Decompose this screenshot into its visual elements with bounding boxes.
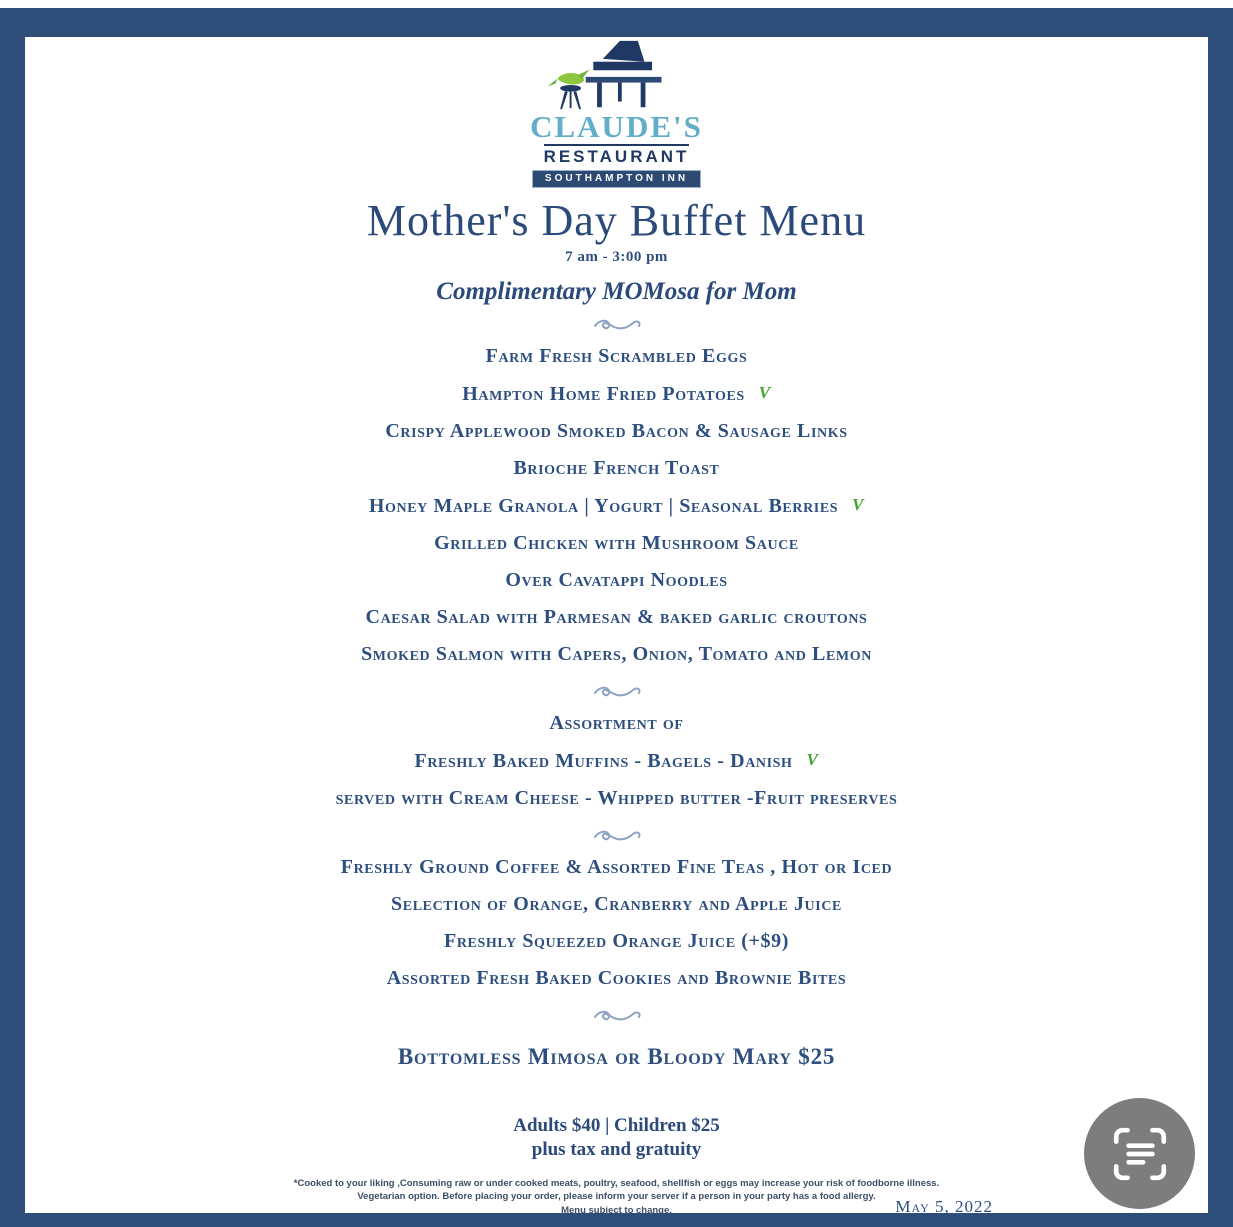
menu-item: Farm Fresh Scrambled Eggs — [485, 344, 748, 367]
vegetarian-mark-icon: V — [852, 494, 865, 514]
menu-item: Assorted Fresh Baked Cookies and Brownie Bites — [386, 966, 847, 989]
menu-item: Over Cavatappi Noodles — [505, 568, 728, 591]
frame-left — [0, 8, 25, 1227]
menu-item: Freshly Squeezed Orange Juice (+$9) — [444, 929, 789, 952]
disclaimer-line-3: Menu subject to change. — [561, 1205, 672, 1217]
flourish-divider-icon — [589, 314, 645, 334]
flourish-divider-icon — [589, 1005, 645, 1025]
flourish-divider-icon — [589, 825, 645, 845]
restaurant-subtitle: RESTAURANT — [544, 144, 690, 167]
menu-section-bakery — [25, 713, 1208, 808]
menu-item: served with Cream Cheese - Whipped butter -Fruit preserves — [335, 786, 898, 809]
menu-item-special: Bottomless Mimosa or Bloody Mary $25 — [397, 1043, 836, 1069]
grand-piano-icon — [542, 39, 692, 111]
flourish-divider-icon — [589, 681, 645, 701]
frame-right — [1208, 8, 1233, 1227]
menu-section-mains — [25, 346, 1208, 664]
disclaimer-line-2: Vegetarian option. Before placing your order, please inform your server if a person in your party has a food allergy. — [357, 1191, 876, 1203]
menu-date: May 5, 2022 — [895, 1197, 993, 1216]
frame-top — [0, 8, 1233, 37]
gratuity-note: plus tax and gratuity — [531, 1138, 702, 1160]
restaurant-banner: SOUTHAMPTON INN — [532, 170, 701, 188]
vegetarian-mark-icon: V — [758, 382, 771, 402]
restaurant-name: CLAUDE'S — [530, 109, 703, 144]
menu-item: Grilled Chicken with Mushroom Sauce — [434, 531, 799, 554]
menu-section-beverages — [25, 857, 1208, 988]
menu-item: Crispy Applewood Smoked Bacon & Sausage Links — [385, 419, 848, 442]
vegetarian-mark-icon: V — [806, 749, 819, 769]
menu-item: Selection of Orange, Cranberry and Apple Juice — [391, 892, 842, 915]
disclaimer-text — [25, 1177, 1208, 1218]
disclaimer-line-1: *Cooked to your liking ,Consuming raw or under cooked meats, poultry, seafood, shellfish or eggs may increase your risk of foodborne illness. — [293, 1177, 940, 1189]
scan-text-icon — [1109, 1123, 1171, 1185]
pricing-line: Adults $40 | Children $25 — [513, 1114, 720, 1136]
scan-text-button[interactable] — [1084, 1098, 1195, 1209]
menu-item: Honey Maple Granola | Yogurt | Seasonal Berries V — [368, 494, 865, 517]
menu-item: Hampton Home Fried Potatoes V — [462, 382, 771, 405]
menu-item: Freshly Baked Muffins - Bagels - Danish V — [414, 749, 819, 772]
menu-item: Smoked Salmon with Capers, Onion, Tomato and Lemon — [361, 642, 872, 665]
tagline: Complimentary MOMosa for Mom — [436, 277, 797, 305]
page-title: Mother's Day Buffet Menu — [366, 196, 867, 245]
menu-item: Caesar Salad with Parmesan & baked garlic croutons — [365, 605, 868, 628]
menu-item: Freshly Ground Coffee & Assorted Fine Teas , Hot or Iced — [340, 855, 893, 878]
service-hours: 7 am - 3:00 pm — [565, 248, 668, 265]
menu-item: Assortment of — [549, 711, 684, 734]
restaurant-logo — [25, 39, 1208, 188]
menu-content — [25, 37, 1208, 1217]
menu-item: Brioche French Toast — [513, 456, 720, 479]
